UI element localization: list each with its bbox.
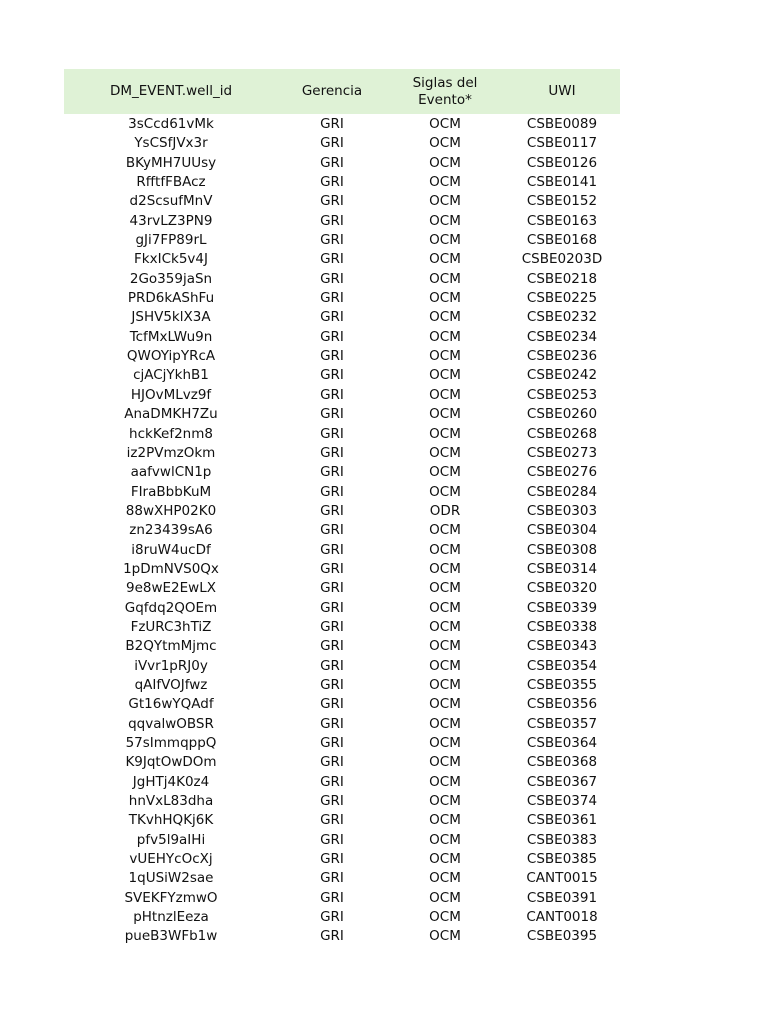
cell-well-id[interactable]: cjACjYkhB1 (133, 367, 209, 384)
cell-gerencia[interactable]: GRI (320, 251, 344, 268)
table-row (64, 908, 620, 927)
cell-uwi[interactable]: CANT0015 (526, 870, 598, 887)
cell-well-id[interactable]: JSHV5klX3A (131, 309, 211, 326)
cell-siglas[interactable]: OCM (429, 116, 461, 132)
table-row (64, 366, 620, 385)
table-row (64, 695, 620, 714)
table-row (64, 811, 620, 830)
cell-gerencia[interactable]: GRI (320, 406, 344, 423)
cell-gerencia[interactable]: GRI (320, 657, 344, 674)
cell-uwi[interactable]: CSBE0320 (526, 580, 598, 597)
cell-uwi[interactable]: CSBE0395 (526, 928, 598, 945)
cell-well-id[interactable]: 43rvLZ3PN9 (129, 212, 213, 229)
cell-uwi[interactable]: CSBE0225 (526, 290, 598, 307)
cell-siglas[interactable]: OCM (429, 328, 461, 345)
table-row (64, 734, 620, 753)
cell-siglas[interactable]: OCM (429, 657, 461, 674)
column-header-well-id[interactable]: DM_EVENT.well_id (109, 83, 233, 99)
cell-siglas[interactable]: OCM (429, 889, 461, 906)
cell-siglas[interactable]: OCM (429, 154, 461, 171)
cell-well-id[interactable]: pfv5l9aIHi (136, 831, 206, 848)
cell-siglas[interactable]: OCM (429, 909, 461, 926)
table-row (64, 657, 620, 676)
table-row (64, 425, 620, 444)
cell-siglas[interactable]: OCM (429, 541, 461, 558)
cell-uwi[interactable]: CSBE0236 (526, 348, 598, 365)
table-row (64, 347, 620, 366)
cell-siglas[interactable]: OCM (429, 696, 461, 713)
cell-gerencia[interactable]: GRI (320, 135, 344, 152)
table-row (64, 599, 620, 618)
cell-uwi[interactable]: CSBE0273 (526, 444, 598, 461)
column-header-gerencia[interactable]: Gerencia (301, 83, 363, 99)
cell-uwi[interactable]: CSBE0361 (526, 812, 598, 829)
cell-uwi[interactable]: CSBE0364 (526, 735, 598, 751)
cell-gerencia[interactable]: GRI (320, 483, 344, 500)
cell-uwi[interactable]: CSBE0367 (526, 773, 598, 790)
cell-gerencia[interactable]: GRI (320, 812, 344, 829)
cell-uwi[interactable]: CSBE0260 (526, 406, 598, 423)
table-row (64, 308, 620, 327)
cell-uwi[interactable]: CSBE0232 (526, 309, 598, 326)
cell-siglas[interactable]: OCM (429, 212, 461, 229)
cell-well-id[interactable]: 1qUSiW2sae (128, 870, 214, 887)
cell-gerencia[interactable]: GRI (320, 831, 344, 848)
cell-uwi[interactable]: CSBE0304 (526, 522, 598, 539)
cell-well-id[interactable]: TcfMxLWu9n (129, 328, 213, 345)
cell-siglas[interactable]: OCM (429, 560, 461, 577)
cell-well-id[interactable]: Gqfdq2QOEm (124, 599, 218, 616)
cell-gerencia[interactable]: GRI (320, 541, 344, 558)
cell-gerencia[interactable]: GRI (320, 367, 344, 384)
table-body (64, 114, 620, 947)
cell-well-id[interactable]: aafvwlCN1p (130, 464, 212, 481)
cell-siglas[interactable]: OCM (429, 232, 461, 249)
cell-siglas[interactable]: OCM (429, 135, 461, 152)
cell-uwi[interactable]: CSBE0357 (526, 715, 598, 732)
cell-gerencia[interactable]: GRI (320, 851, 344, 868)
cell-gerencia[interactable]: GRI (320, 116, 344, 132)
cell-uwi[interactable]: CSBE0354 (526, 657, 598, 674)
cell-siglas[interactable]: OCM (429, 870, 461, 887)
cell-uwi[interactable]: CSBE0374 (526, 793, 598, 810)
table-row (64, 231, 620, 250)
cell-uwi[interactable]: CSBE0163 (526, 212, 598, 229)
table-row (64, 386, 620, 405)
table-row (64, 792, 620, 811)
cell-well-id[interactable]: qqvalwOBSR (128, 715, 214, 732)
cell-gerencia[interactable]: GRI (320, 290, 344, 307)
cell-uwi[interactable]: CANT0018 (526, 909, 598, 926)
table-header (64, 69, 620, 114)
table-row (64, 831, 620, 850)
cell-well-id[interactable]: TKvhHQKj6K (128, 812, 214, 829)
cell-siglas[interactable]: OCM (429, 638, 461, 655)
cell-gerencia[interactable]: GRI (320, 386, 344, 403)
cell-uwi[interactable]: CSBE0343 (526, 638, 598, 655)
cell-gerencia[interactable]: GRI (320, 270, 344, 287)
table-row (64, 715, 620, 734)
cell-gerencia[interactable]: GRI (320, 638, 344, 655)
table-row (64, 173, 620, 192)
cell-well-id[interactable]: SVEKFYzmwO (124, 889, 218, 906)
cell-gerencia[interactable]: GRI (320, 696, 344, 713)
cell-well-id[interactable]: Gt16wYQAdf (128, 696, 214, 713)
cell-well-id[interactable]: vUEHYcOcXj (129, 851, 213, 868)
cell-gerencia[interactable]: GRI (320, 676, 344, 693)
cell-siglas[interactable]: OCM (429, 406, 461, 423)
cell-well-id[interactable]: 57sImmqppQ (125, 735, 217, 751)
cell-gerencia[interactable]: GRI (320, 793, 344, 810)
table-row (64, 250, 620, 269)
cell-well-id[interactable]: pueB3WFb1w (124, 928, 218, 945)
cell-well-id[interactable]: 88wXHP02K0 (125, 502, 217, 519)
cell-uwi[interactable]: CSBE0383 (526, 831, 598, 848)
cell-well-id[interactable]: K9JqtOwDOm (125, 754, 217, 771)
table-row (64, 444, 620, 463)
cell-uwi[interactable]: CSBE0089 (526, 116, 598, 132)
cell-gerencia[interactable]: GRI (320, 464, 344, 481)
cell-well-id[interactable]: FzURC3hTiZ (130, 618, 212, 635)
cell-well-id[interactable]: AnaDMKH7Zu (124, 406, 218, 423)
table-row (64, 521, 620, 540)
cell-gerencia[interactable]: GRI (320, 309, 344, 326)
cell-gerencia[interactable]: GRI (320, 928, 344, 945)
cell-siglas[interactable]: OCM (429, 367, 461, 384)
cell-uwi[interactable]: CSBE0339 (526, 599, 598, 616)
cell-uwi[interactable]: CSBE0152 (526, 193, 598, 210)
cell-siglas[interactable]: OCM (429, 444, 461, 461)
cell-siglas[interactable]: OCM (429, 290, 461, 307)
cell-gerencia[interactable]: GRI (320, 773, 344, 790)
cell-gerencia[interactable]: GRI (320, 754, 344, 771)
cell-gerencia[interactable]: GRI (320, 193, 344, 210)
cell-siglas[interactable]: OCM (429, 251, 461, 268)
cell-well-id[interactable]: YsCSfJVx3r (134, 135, 208, 152)
cell-siglas[interactable]: OCM (429, 676, 461, 693)
cell-siglas[interactable]: OCM (429, 483, 461, 500)
cell-siglas[interactable]: OCM (429, 618, 461, 635)
cell-gerencia[interactable]: GRI (320, 348, 344, 365)
cell-siglas[interactable]: OCM (429, 580, 461, 597)
cell-uwi[interactable]: CSBE0141 (526, 174, 598, 191)
cell-siglas[interactable]: OCM (429, 348, 461, 365)
table-row (64, 502, 620, 521)
cell-uwi[interactable]: CSBE0355 (526, 676, 598, 693)
cell-siglas[interactable]: OCM (429, 735, 461, 751)
cell-uwi[interactable]: CSBE0218 (526, 270, 598, 287)
cell-gerencia[interactable]: GRI (320, 889, 344, 906)
cell-well-id[interactable]: iVvr1pRJ0y (134, 657, 208, 674)
cell-siglas[interactable]: OCM (429, 425, 461, 442)
spreadsheet-table (64, 69, 620, 947)
table-row (64, 212, 620, 231)
cell-gerencia[interactable]: GRI (320, 425, 344, 442)
table-row (64, 541, 620, 560)
cell-siglas[interactable]: OCM (429, 715, 461, 732)
cell-uwi[interactable]: CSBE0117 (526, 135, 598, 152)
cell-siglas[interactable]: ODR (429, 502, 461, 519)
cell-well-id[interactable]: 2Go359jaSn (129, 270, 213, 287)
cell-well-id[interactable]: RfftfFBAcz (136, 174, 206, 191)
cell-gerencia[interactable]: GRI (320, 502, 344, 519)
cell-siglas[interactable]: OCM (429, 193, 461, 210)
cell-gerencia[interactable]: GRI (320, 618, 344, 635)
cell-well-id[interactable]: FkxICk5v4J (134, 251, 208, 268)
table-row (64, 270, 620, 289)
cell-siglas[interactable]: OCM (429, 851, 461, 868)
cell-well-id[interactable]: FIraBbbKuM (130, 483, 212, 500)
cell-well-id[interactable]: iz2PVmzOkm (126, 444, 216, 461)
cell-well-id[interactable]: d2ScsufMnV (129, 193, 213, 210)
cell-well-id[interactable]: hckKef2nm8 (129, 425, 213, 442)
cell-well-id[interactable]: gJi7FP89rL (135, 232, 207, 249)
cell-uwi[interactable]: CSBE0284 (526, 483, 598, 500)
table-row (64, 773, 620, 792)
cell-uwi[interactable]: CSBE0126 (526, 154, 598, 171)
table-row (64, 579, 620, 598)
table-row (64, 463, 620, 482)
cell-uwi[interactable]: CSBE0168 (526, 232, 598, 249)
table-row (64, 328, 620, 347)
cell-siglas[interactable]: OCM (429, 386, 461, 403)
table-row (64, 889, 620, 908)
cell-well-id[interactable]: 9e8wE2EwLX (126, 580, 216, 597)
cell-uwi[interactable]: CSBE0253 (526, 386, 598, 403)
cell-well-id[interactable]: PRD6kAShFu (127, 290, 215, 307)
cell-well-id[interactable]: HJOvMLvz9f (130, 386, 212, 403)
cell-uwi[interactable]: CSBE0368 (526, 754, 598, 771)
table-row (64, 618, 620, 637)
cell-siglas[interactable]: OCM (429, 754, 461, 771)
cell-well-id[interactable]: QWOYipYRcA (126, 348, 216, 365)
cell-gerencia[interactable]: GRI (320, 522, 344, 539)
cell-siglas[interactable]: OCM (429, 793, 461, 810)
cell-well-id[interactable]: 1pDmNVS0Qx (123, 560, 219, 577)
cell-gerencia[interactable]: GRI (320, 870, 344, 887)
table-row (64, 869, 620, 888)
cell-well-id[interactable]: zn23439sA6 (129, 522, 213, 539)
cell-uwi[interactable]: CSBE0203D (521, 251, 603, 268)
cell-gerencia[interactable]: GRI (320, 735, 344, 751)
cell-uwi[interactable]: CSBE0276 (526, 464, 598, 481)
table-row (64, 483, 620, 502)
cell-gerencia[interactable]: GRI (320, 909, 344, 926)
table-row (64, 676, 620, 695)
table-row (64, 560, 620, 579)
cell-gerencia[interactable]: GRI (320, 580, 344, 597)
table-row (64, 289, 620, 308)
cell-uwi[interactable]: CSBE0242 (526, 367, 598, 384)
table-row (64, 753, 620, 772)
table-row (64, 115, 620, 134)
cell-gerencia[interactable]: GRI (320, 599, 344, 616)
table-row (64, 405, 620, 424)
cell-siglas[interactable]: OCM (429, 812, 461, 829)
table-row (64, 154, 620, 173)
table-row (64, 192, 620, 211)
cell-well-id[interactable]: JgHTj4K0z4 (132, 773, 210, 790)
cell-siglas[interactable]: OCM (429, 599, 461, 616)
cell-siglas[interactable]: OCM (429, 773, 461, 790)
cell-gerencia[interactable]: GRI (320, 174, 344, 191)
cell-uwi[interactable]: CSBE0356 (526, 696, 598, 713)
cell-uwi[interactable]: CSBE0391 (526, 889, 598, 906)
cell-well-id[interactable]: pHtnzlEeza (133, 909, 209, 926)
table-row (64, 637, 620, 656)
cell-siglas[interactable]: OCM (429, 522, 461, 539)
cell-gerencia[interactable]: GRI (320, 715, 344, 732)
cell-uwi[interactable]: CSBE0303 (526, 502, 598, 519)
cell-well-id[interactable]: B2QYtmMjmc (125, 638, 217, 655)
cell-gerencia[interactable]: GRI (320, 560, 344, 577)
column-header-uwi[interactable]: UWI (548, 83, 576, 99)
cell-gerencia[interactable]: GRI (320, 154, 344, 171)
cell-gerencia[interactable]: GRI (320, 232, 344, 249)
cell-well-id[interactable]: i8ruW4ucDf (131, 541, 211, 558)
cell-siglas[interactable]: OCM (429, 309, 461, 326)
table-row (64, 927, 620, 946)
cell-gerencia[interactable]: GRI (320, 444, 344, 461)
cell-uwi[interactable]: CSBE0268 (526, 425, 598, 442)
cell-uwi[interactable]: CSBE0234 (526, 328, 598, 345)
cell-well-id[interactable]: 3sCcd61vMk (128, 116, 214, 132)
table-row (64, 850, 620, 869)
column-header-siglas[interactable]: Siglas del Evento* (412, 74, 478, 108)
cell-well-id[interactable]: qAIfVOJfwz (134, 676, 208, 693)
cell-gerencia[interactable]: GRI (320, 212, 344, 229)
cell-uwi[interactable]: CSBE0385 (526, 851, 598, 868)
cell-siglas[interactable]: OCM (429, 174, 461, 191)
cell-uwi[interactable]: CSBE0338 (526, 618, 598, 635)
cell-siglas[interactable]: OCM (429, 270, 461, 287)
cell-siglas[interactable]: OCM (429, 464, 461, 481)
cell-siglas[interactable]: OCM (429, 928, 461, 945)
cell-gerencia[interactable]: GRI (320, 328, 344, 345)
cell-well-id[interactable]: hnVxL83dha (128, 793, 214, 810)
cell-siglas[interactable]: OCM (429, 831, 461, 848)
cell-uwi[interactable]: CSBE0308 (526, 541, 598, 558)
table-row (64, 134, 620, 153)
cell-uwi[interactable]: CSBE0314 (526, 560, 598, 577)
cell-well-id[interactable]: BKyMH7UUsy (125, 154, 217, 171)
